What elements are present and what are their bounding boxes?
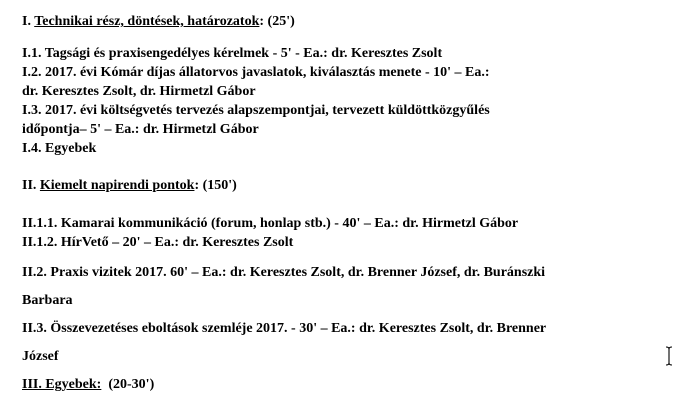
agenda-item-2-3-cont: József [22, 349, 59, 364]
agenda-item-2-1-1: II.1.1. Kamarai kommunikáció (forum, honlap stb.) - 40' – Ea.: dr. Hirmetzl Gábor [22, 216, 519, 231]
agenda-item-1-4: I.4. Egyebek [22, 141, 97, 156]
agenda-item-2-1-2: II.1.2. HírVető – 20' – Ea.: dr. Keresztes Zsolt [22, 235, 294, 250]
agenda-item-1-1: I.1. Tagsági és praxisengedélyes kérelmek - 5' - Ea.: dr. Keresztes Zsolt [22, 46, 443, 61]
section-2-suffix: : (150') [194, 178, 237, 193]
section-2-title: Kiemelt napirendi pontok [39, 178, 195, 193]
agenda-item-1-3-cont: időpontja– 5' – Ea.: dr. Hirmetzl Gábor [22, 122, 259, 137]
section-3-heading [22, 376, 154, 394]
section-3-title: III. Egyebek: [22, 377, 102, 392]
agenda-item-1-2-cont: dr. Keresztes Zsolt, dr. Hirmetzl Gábor [22, 84, 256, 99]
text-cursor-icon [664, 346, 674, 366]
agenda-item-2-2: II.2. Praxis vizitek 2017. 60' – Ea.: dr. Keresztes Zsolt, dr. Brenner József, dr. Buránszki [22, 265, 546, 280]
section-2-heading [22, 177, 237, 195]
section-3-suffix: (20-30') [101, 377, 155, 392]
agenda-item-2-3: II.3. Összevezetéses eboltások szemléje 2017. - 30' – Ea.: dr. Keresztes Zsolt, dr. Brenner [22, 321, 547, 336]
section-1-suffix: : (25') [259, 14, 295, 29]
agenda-item-1-3: I.3. 2017. évi költségvetés tervezés alapszempontjai, tervezett küldöttközgyűlés [22, 103, 490, 118]
agenda-item-1-2: I.2. 2017. évi Kómár díjas állatorvos javaslatok, kiválasztás menete - 10' – Ea.: [22, 65, 490, 80]
section-1-heading [22, 13, 295, 31]
section-2-roman: II. [22, 178, 40, 193]
agenda-item-2-2-cont: Barbara [22, 293, 73, 308]
section-1-title: Technikai rész, döntések, határozatok [34, 14, 260, 29]
section-1-roman: I. [22, 14, 35, 29]
